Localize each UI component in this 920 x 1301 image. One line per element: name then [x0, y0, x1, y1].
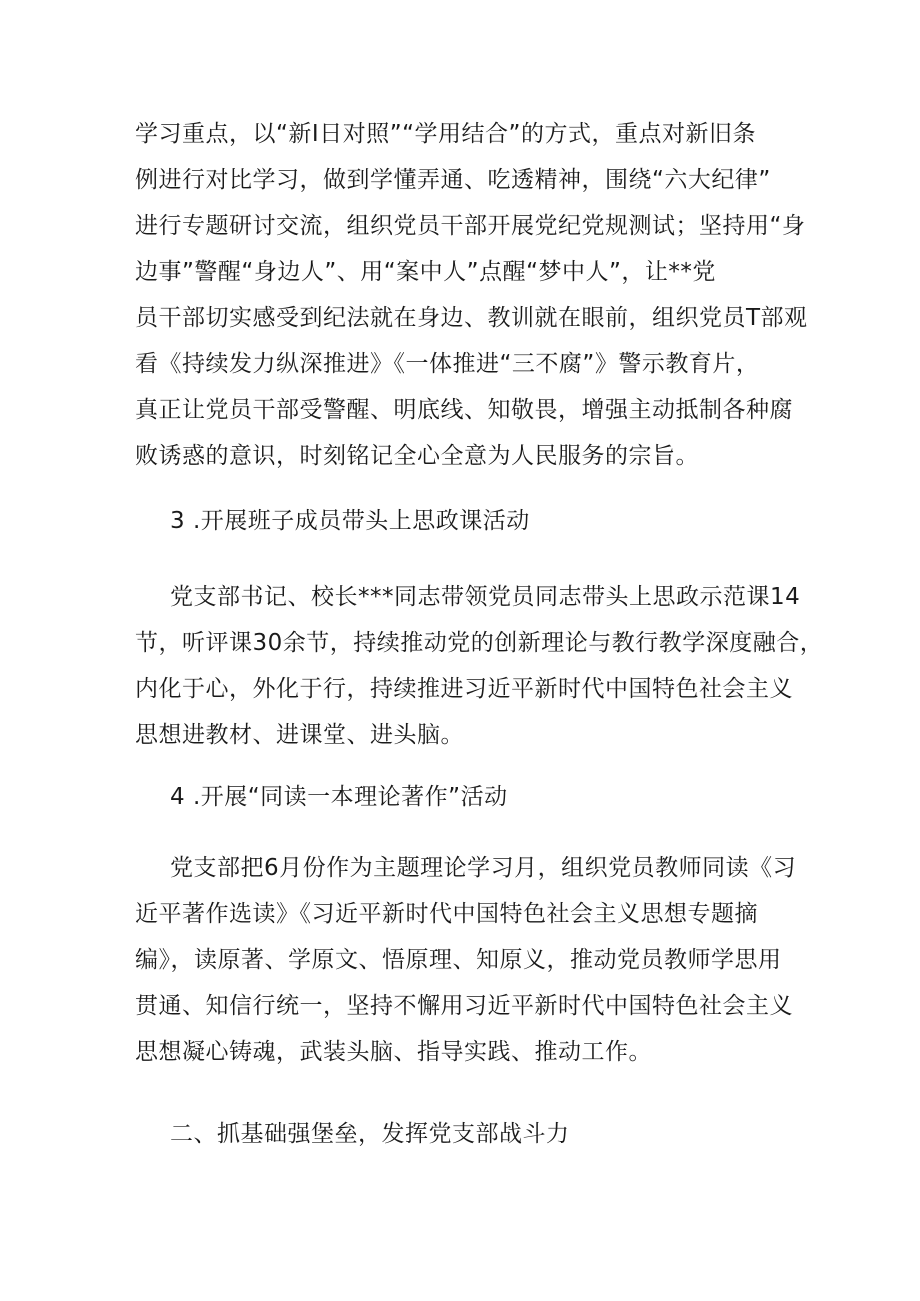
paragraph-line: 败诱惑的意识，时刻铭记全心全意为人民服务的宗旨。 [135, 443, 699, 469]
paragraph-line: 看《持续发力纵深推进》《一体推进“三不腐”》警示教育片， [135, 351, 760, 377]
paragraph-line: 边事”警醒“身边人”、用“案中人”点醒“梦中人”，让**党 [135, 259, 716, 285]
paragraph-line: 进行专题研讨交流，组织党员干部开展党纪党规测试；坚持用“身 [135, 213, 806, 239]
paragraph-line: 内化于心，外化于行，持续推进习近平新时代中国特色社会主义 [135, 676, 793, 702]
paragraph-line: 节，听评课30余节，持续推动党的创新理论与教行教学深度融合， [135, 630, 824, 656]
paragraph-line: 思想凝心铸魂，武装头脑、指导实践、推动工作。 [135, 1039, 652, 1065]
paragraph-line: 近平著作选读》《习近平新时代中国特色社会主义思想专题摘 [135, 901, 758, 927]
subheading-3: 3 .开展班子成员带头上思政课活动 [170, 508, 530, 534]
paragraph-line: 党支部把6月份作为主题理论学习月，组织党员教师同读《习 [170, 855, 797, 881]
paragraph-line: 思想进教材、进课堂、进头脑。 [135, 722, 464, 748]
paragraph-line: 编》，读原著、学原文、悟原理、知原义，推动党员教师学思用 [135, 947, 782, 973]
subheading-4: 4 .开展“同读一本理论著作”活动 [170, 784, 508, 810]
paragraph-line: 学习重点，以“新Ⅰ日对照”“学用结合”的方式，重点对新旧条 [135, 121, 756, 147]
paragraph-line: 真正让党员干部受警醒、明底线、知敬畏，增强主动抵制各种腐 [135, 397, 793, 423]
paragraph-line: 员干部切实感受到纪法就在身边、教训就在眼前，组织党员T部观 [135, 305, 808, 331]
paragraph-line: 党支部书记、校长***同志带领党员同志带头上思政示范课14 [170, 584, 801, 610]
paragraph-line: 贯通、知信行统一，坚持不懈用习近平新时代中国特色社会主义 [135, 993, 793, 1019]
paragraph-line: 例进行对比学习，做到学懂弄通、吃透精神，围绕“六大纪律” [135, 167, 771, 193]
section-heading: 二、抓基础强堡垒，发挥党支部战斗力 [170, 1121, 570, 1147]
